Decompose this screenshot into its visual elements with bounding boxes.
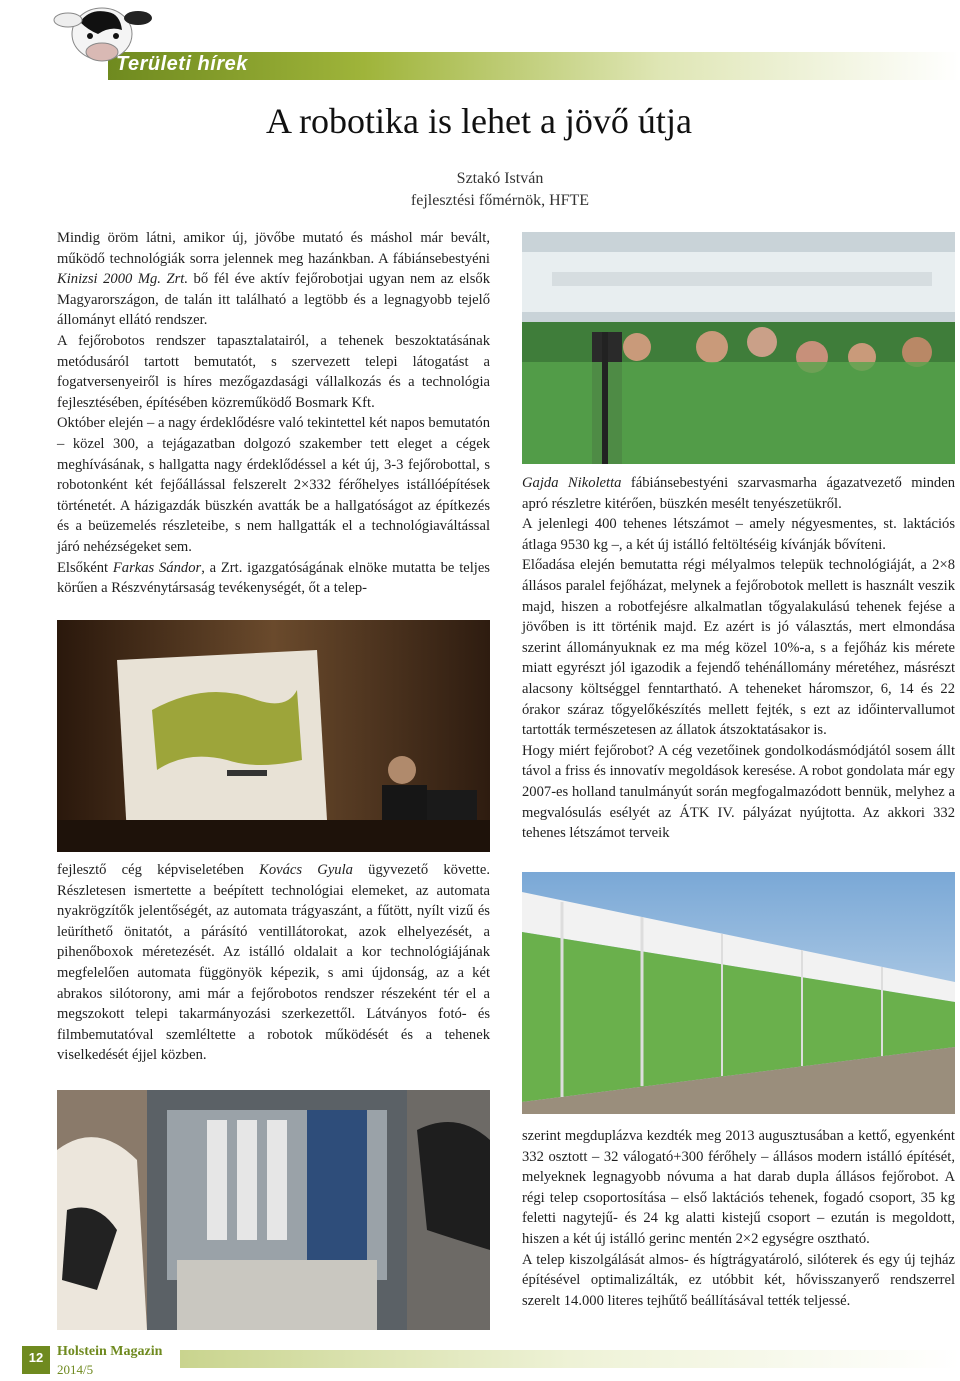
column-1-top bbox=[57, 228, 490, 599]
magazine-name: Holstein Magazin bbox=[57, 1344, 163, 1359]
presentation-photo bbox=[57, 620, 490, 852]
paragraph: Gajda Nikoletta fábiánsebestyéni szarvasmarha ágazatvezető minden apró részletre kitérően, büszkén mesélt tenyészetükről. bbox=[522, 475, 955, 512]
issue-number: 2014/5 bbox=[57, 1362, 94, 1377]
barn-building-photo bbox=[522, 872, 955, 1114]
author-role: fejlesztési főmérnök, HFTE bbox=[410, 192, 590, 209]
paragraph: Október elején – a nagy érdeklődésre való tekintettel két napos bemutatón – közel 300, a tejágazatban dolgozó szakember tett eleget a cégek meghívásának, s hallgatta nagy érdeklődéssel a két új, 3-3 fejőrobottal, s robotonként két fejőállással felszerelt 2×332 férőhelyes istállóépítések történetét. A házigazdák büszkén avatták be a hallgatóságot az építkezés és a beüzemelés részleteibe, s nem hallgatták el a technológiaváltással járó nehézségeket sem. bbox=[57, 415, 490, 555]
audience-photo bbox=[522, 232, 955, 464]
paragraph: A telep kiszolgálását almos- és hígtrágyatároló, silóterek és egy új tejház építésével optimalizálták, ez utóbbit két, hővisszanyerő rendszerrel szerelt 14.000 literes tejhűtő beállításával tették teljessé. bbox=[522, 1251, 955, 1309]
column-2-bottom bbox=[522, 1126, 955, 1311]
milking-robot-photo bbox=[57, 1090, 490, 1330]
paragraph: A fejőrobotos rendszer tapasztalatairól, a tehenek beszoktatásának metódusáról tartott bemutatót, s szervezett telepi látogatást a fogatversenyeiről is híres mezőgazdasági vállalkozás és a technológia fejlesztésében, építésében közreműködő Bosmark Kft. bbox=[57, 332, 490, 411]
author-block bbox=[400, 168, 600, 212]
author-name: Sztakó István bbox=[456, 170, 544, 187]
footer-bar bbox=[180, 1350, 960, 1368]
paragraph: szerint megduplázva kezdték meg 2013 augusztusában a kettő, egyenként 332 osztott – 32 válogató+300 férőhely – állásos modern istálló építését, melyeknek legnagyobb nóvuma a hat darab dupla állásos fejőrobot. A régi telep csoportosítása – első laktációs tehenek, fogadó csoport, 35 kg feletti nagytejű- és 24 kg alatti kistejű csoport – ezután is megoldott, hiszen a két új istálló gerinc mentén 2×2 egységre osztható. bbox=[522, 1128, 955, 1247]
column-2-top bbox=[522, 473, 955, 844]
paragraph: Előadása elején bemutatta régi mélyalmos telepük technológiáját, a 2×8 állásos paralel fejőházat, melynek a fejőrobotok mellett is használt veszik majd, hiszen a robotfejésre alkalmatlan tőgyalakulású tehenek fejése a jövőben is itt történik majd. Ez azért is jó választás, mert elmondása szerint állományuknak ez ma még közel 10%-a, s a fejőház kis mérete miatt egyrészt jól igazodik a fejendő tehénállomány méretéhez, másrészt alacsony költséggel fenntartható. A teheneket háromszor, 6, 14 és 22 órakor száraz tőgyelőkészítés mellett fejték, s ezt az időintervallumot tartották természetesen az állatok átszoktatásakor is. bbox=[522, 557, 955, 739]
paragraph: Mindig öröm látni, amikor új, jövőbe mutató és máshol már bevált, működő technológiák sorra jelennek meg hazánkban. A fábiánsebestyéni Kinizsi 2000 Mg. Zrt. bő fél éve aktív fejőrobotjai ugyan nem az elsők Magyarországon, de talán itt található a legtöbb és a legnagyobb tejelő állományt ellátó rendszer. bbox=[57, 230, 490, 329]
paragraph: A jelenlegi 400 tehenes létszámot – amely négyesmentes, st. laktációs átlaga 9530 kg –, a két új istálló feltöltéséig kívánják bővíteni. bbox=[522, 516, 955, 553]
paragraph: Elsőként Farkas Sándor, a Zrt. igazgatóságának elnöke mutatta be teljes körűen a Részvénytársaság tevékenységét, őt a telep- bbox=[57, 559, 490, 597]
section-label: Területi hírek bbox=[116, 53, 248, 75]
paragraph: fejlesztő cég képviseletében Kovács Gyula ügyvezető követte. Részletesen ismertette a beépített technológiai elemeket, az automata nyakrögzítők jelentőségét, az automata trágyaszánt, a fűtött, nyílt vizű és leüríthető önitatót, a párásító ventillátorokat, azok elhelyezését, a pihenőboxok méretezését. Az istálló oldalait a kor technológiájának megfelelően automata függönyök képezik, s ami újdonság, az a két abrakos silótorony, ami már a fejőrobotos rendszer részeként tér el a megszokott telepi takarmányozási szerkezettől. Látványos fotó- és filmbemutatóval szemléltette a robotok működését és a tehenek viselkedését éjjel közben. bbox=[57, 862, 490, 1064]
paragraph: Hogy miért fejőrobot? A cég vezetőinek gondolkodásmódjától sosem állt távol a friss és innovatív megoldások keresése. A robot gondolata már egy 2007-es holland tanulmányút során megfogalmazódott bennük, melyhez a megvalósulás esélyét az ÁTK IV. pályázat nyújtotta. Az akkori 332 tehenes létszámot terveik bbox=[522, 742, 955, 842]
page-number: 12 bbox=[28, 1350, 44, 1365]
column-1-bottom bbox=[57, 860, 490, 1066]
article-title: A robotika is lehet a jövő útja bbox=[266, 101, 692, 141]
